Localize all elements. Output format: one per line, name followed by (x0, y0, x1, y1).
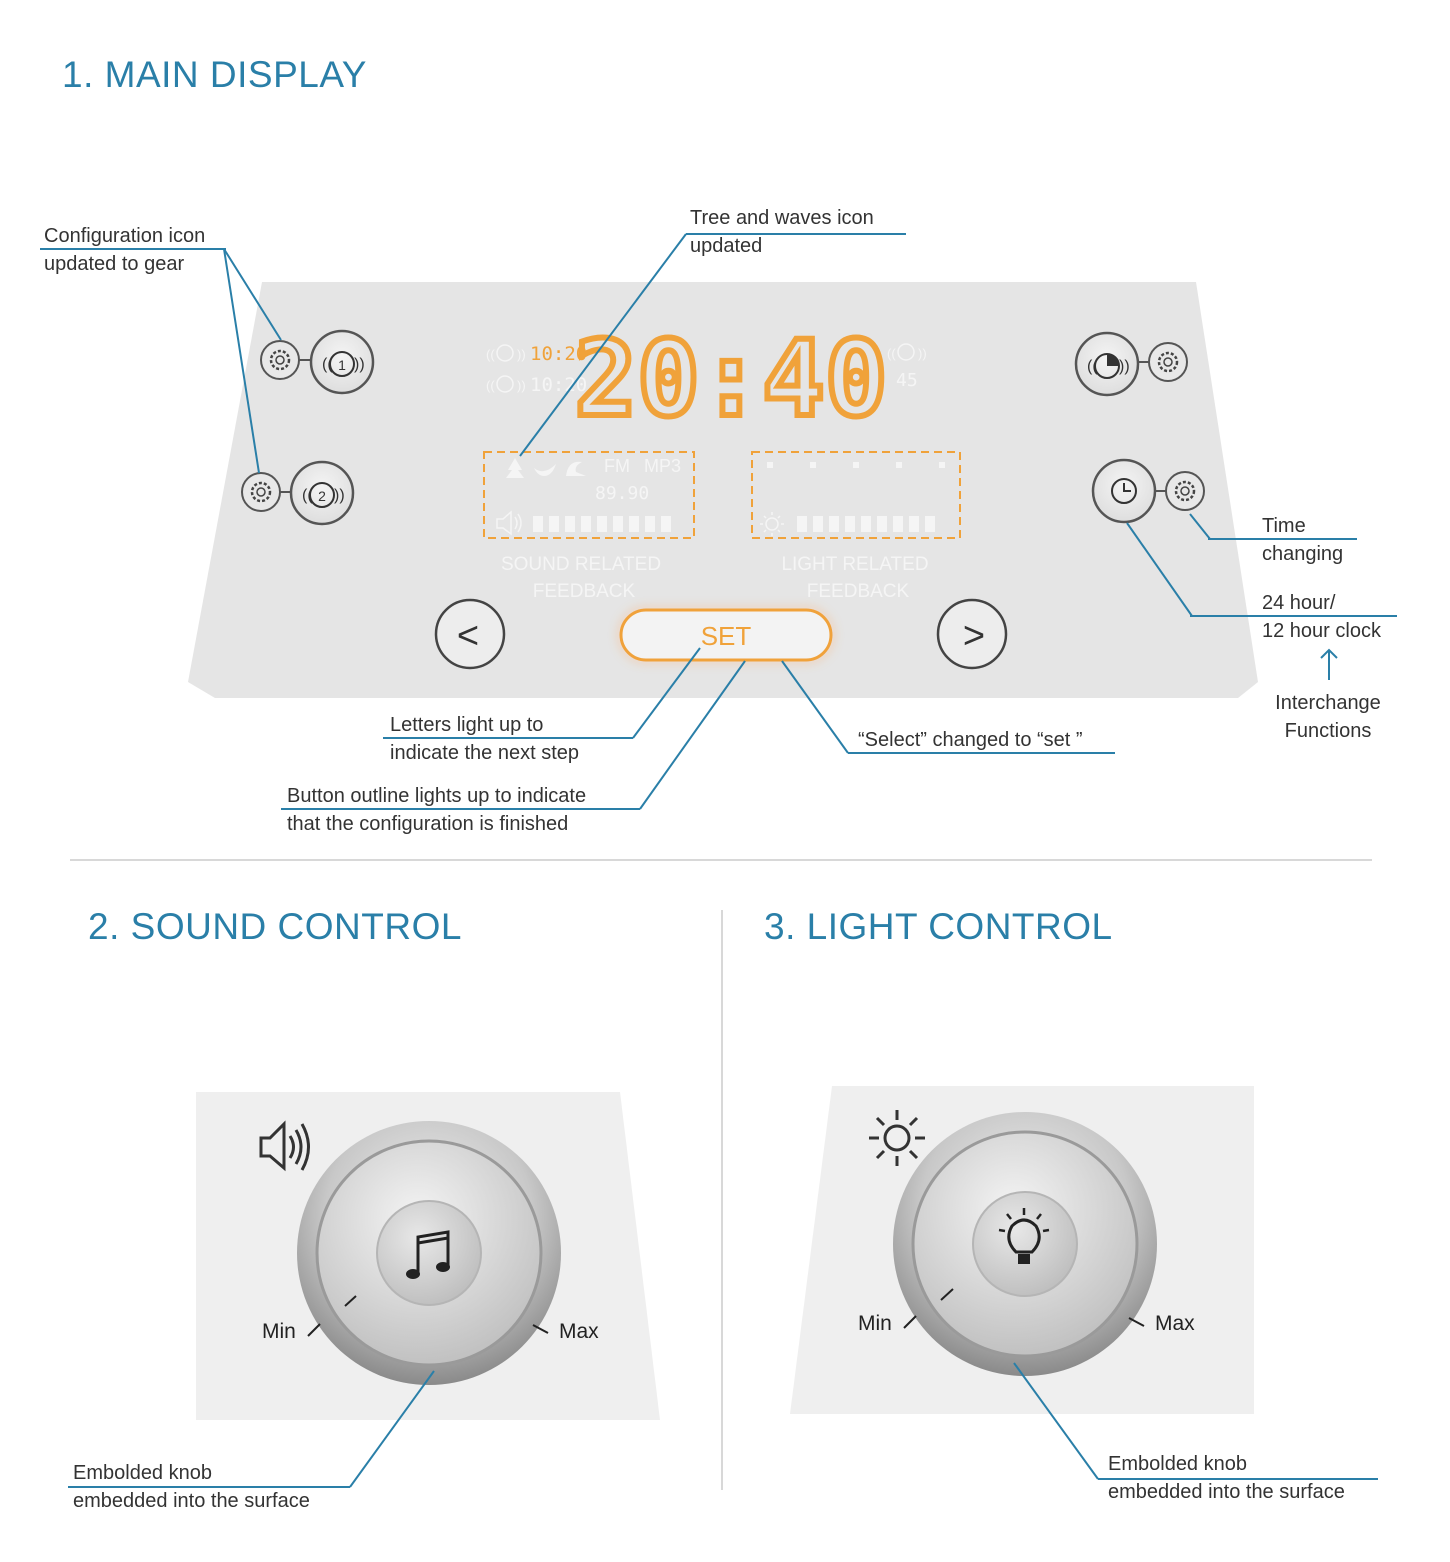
light-feedback-label-1: LIGHT RELATED (781, 554, 929, 575)
light-dot (939, 462, 945, 468)
annotation-line: changing (1262, 543, 1344, 565)
mp3-label: MP3 (644, 456, 682, 476)
svg-text:>: > (962, 615, 986, 657)
annotation-line: “Select” changed to “set ” (858, 729, 1083, 751)
annotation-line: Tree and waves icon (690, 207, 874, 229)
light-dot (853, 462, 859, 468)
svg-text:)): )) (517, 347, 526, 362)
annotation-letters-light (390, 711, 579, 767)
annotation-line: Embolded knob (1108, 1453, 1247, 1475)
alarm-2-button[interactable] (291, 462, 353, 524)
sound-feedback-label-2: FEEDBACK (532, 581, 636, 602)
gear-icon[interactable] (261, 341, 299, 379)
fm-label: FM (604, 456, 630, 476)
nap-minutes: 45 (896, 370, 918, 391)
annotation-line: embedded into the surface (1108, 1481, 1345, 1503)
level-bar (533, 516, 543, 532)
clock-button[interactable] (1093, 460, 1155, 522)
light-max-label: Max (1155, 1312, 1195, 1335)
gear-icon[interactable] (242, 473, 280, 511)
annotation-line: updated to gear (44, 253, 185, 275)
sound-max-label: Max (559, 1320, 599, 1343)
svg-text:)): )) (517, 378, 526, 393)
level-bar (893, 516, 903, 532)
svg-text:((: (( (302, 487, 313, 504)
annotation-line: Embolded knob (73, 1462, 212, 1484)
annotation-line: Configuration icon (44, 225, 206, 247)
svg-text:((: (( (486, 378, 495, 393)
annotation-select-set (858, 726, 1083, 754)
annotation-line: Functions (1284, 720, 1372, 742)
svg-text:((: (( (887, 346, 896, 361)
svg-text:)): )) (334, 487, 345, 504)
svg-text:)): )) (918, 346, 927, 361)
alarm-2-time: 10:20 (530, 374, 588, 396)
annotation-light-knob (1108, 1450, 1345, 1506)
sound-feedback-label-1: SOUND RELATED (500, 554, 662, 575)
section-title-light-control: 3. LIGHT CONTROL (764, 906, 1113, 947)
level-bar (661, 516, 671, 532)
section-title-main-display: 1. MAIN DISPLAY (62, 54, 367, 95)
section-title-sound-control: 2. SOUND CONTROL (88, 906, 462, 947)
level-bar (877, 516, 887, 532)
level-bar (925, 516, 935, 532)
level-bar (861, 516, 871, 532)
annotation-line: that the configuration is finished (287, 813, 569, 835)
main-clock-time: 20:40 (574, 318, 888, 440)
annotation-hour-clock (1262, 589, 1381, 645)
light-feedback-label-2: FEEDBACK (806, 581, 910, 602)
annotation-line: Interchange (1275, 692, 1381, 714)
annotation-time-changing (1262, 512, 1343, 568)
annotation-line: Letters light up to (390, 714, 544, 736)
next-button[interactable] (938, 600, 1006, 668)
light-dot (767, 462, 773, 468)
light-dot (810, 462, 816, 468)
svg-text:)): )) (354, 356, 365, 373)
annotation-interchange (1266, 689, 1390, 745)
svg-text:((: (( (486, 347, 495, 362)
annotation-tree-waves (690, 204, 874, 260)
svg-text:<: < (456, 615, 480, 657)
alarm-1-time: 10:20 (530, 343, 588, 365)
level-bar (797, 516, 807, 532)
set-button[interactable] (621, 610, 831, 660)
svg-text:2: 2 (318, 488, 326, 504)
svg-text:1: 1 (338, 357, 346, 373)
light-knob[interactable] (893, 1112, 1157, 1376)
annotation-line: 24 hour/ (1262, 592, 1336, 614)
level-bar (813, 516, 823, 532)
light-dot (896, 462, 902, 468)
level-bar (629, 516, 639, 532)
svg-text:((: (( (322, 356, 333, 373)
level-bar (581, 516, 591, 532)
light-min-label: Min (858, 1312, 892, 1335)
alarm-1-button[interactable] (311, 331, 373, 393)
level-bar (597, 516, 607, 532)
level-bar (549, 516, 559, 532)
annotation-line: Button outline lights up to indicate (287, 785, 587, 807)
sound-min-label: Min (262, 1320, 296, 1343)
svg-text:)): )) (1119, 358, 1130, 375)
nap-alarm-button[interactable] (1076, 333, 1138, 395)
annotation-config-icon (44, 222, 205, 278)
annotation-outline-lights (287, 782, 586, 838)
level-bar (565, 516, 575, 532)
annotation-sound-knob (73, 1459, 310, 1515)
prev-button[interactable] (436, 600, 504, 668)
annotation-line: updated (690, 235, 763, 257)
vertical-divider (721, 910, 723, 1490)
level-bar (829, 516, 839, 532)
level-bar (645, 516, 655, 532)
sound-knob[interactable] (297, 1121, 561, 1385)
frequency-readout: 89.90 (595, 483, 650, 504)
gear-icon[interactable] (1149, 343, 1187, 381)
level-bar (909, 516, 919, 532)
svg-text:((: (( (1087, 358, 1098, 375)
light-level-bars (797, 516, 935, 532)
annotation-line: Time (1262, 515, 1306, 537)
sound-level-bars (533, 516, 671, 532)
annotation-line: 12 hour clock (1262, 620, 1381, 642)
level-bar (613, 516, 623, 532)
annotation-line: indicate the next step (390, 742, 580, 764)
annotation-line: embedded into the surface (73, 1490, 310, 1512)
gear-icon[interactable] (1166, 472, 1204, 510)
svg-text:SET: SET (700, 621, 752, 651)
level-bar (845, 516, 855, 532)
